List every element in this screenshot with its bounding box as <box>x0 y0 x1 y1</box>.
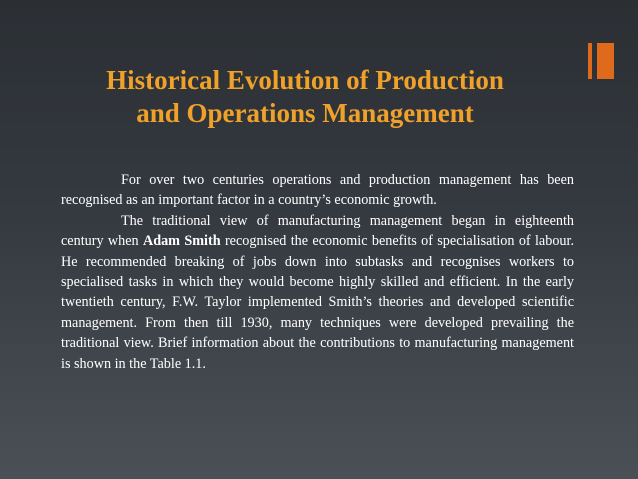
body-paragraph-2-intro: The traditional view of manufacturing management began in eighteenth century when <box>61 212 574 250</box>
accent-bars-decoration <box>588 43 614 79</box>
slide-title <box>40 64 570 130</box>
body-paragraph-2-rest: recognised the economic benefits of specialisation of labour. He recommended breaking of jobs down into subtasks and recognises workers to specialised tasks in which they would become highly skilled and efficient. In the early twentieth century, F.W. Taylor implemented Smith’s theories and developed scientific management. From then till 1930, many techniques were developed prevailing the traditional view. Brief information about the contributions to manufacturing management is shown in the Table 1.1. <box>61 233 574 372</box>
body-paragraph-2 <box>61 211 574 374</box>
slide-title-line-1: Historical Evolution of Production <box>106 65 504 95</box>
accent-bar-thick <box>597 43 614 79</box>
accent-bar-thin <box>588 43 592 79</box>
body-paragraph-1: For over two centuries operations and production management has been recognised as an important factor in a country’s economic growth. <box>61 172 574 209</box>
adam-smith-bold-text: Adam Smith <box>142 233 221 250</box>
slide-title-line-2: and Operations Management <box>136 98 474 128</box>
slide-body <box>61 170 574 374</box>
